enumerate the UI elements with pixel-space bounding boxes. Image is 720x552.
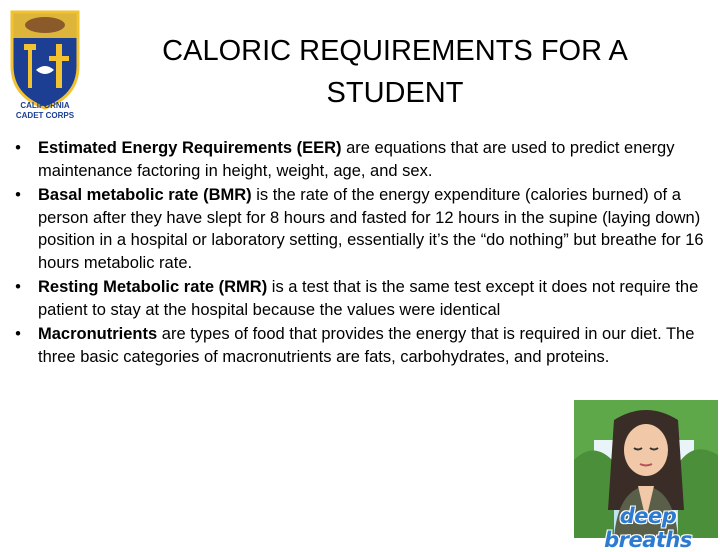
sticker-caption: deep breaths bbox=[604, 504, 692, 552]
bullet-dot-icon: • bbox=[15, 278, 21, 296]
bullet-text: is a test that is the same test except it does not require the patient to stay at the hospital because the values were identical bbox=[38, 278, 699, 319]
bullet-item-bmr bbox=[8, 184, 708, 274]
bullet-term: Estimated Energy Requirements (EER) bbox=[38, 139, 342, 157]
bullet-dot-icon: • bbox=[15, 325, 21, 343]
bullet-term: Macronutrients bbox=[38, 325, 158, 343]
bullet-dot-icon: • bbox=[15, 186, 21, 204]
logo-top-text: CALIFORNIA bbox=[20, 101, 70, 110]
bullet-text: is the rate of the energy expenditure (calories burned) of a person after they have slept for 8 hours and fasted for 12 hours in the supine (laying down) position in a hospital or laboratory setting, essentially it’s the “do nothing” but breathe for 16 hours metabolic rate. bbox=[38, 186, 704, 272]
california-cadet-corps-logo bbox=[6, 8, 84, 120]
logo-bottom-text: CADET CORPS bbox=[15, 111, 75, 120]
bullet-item-rmr bbox=[8, 276, 708, 321]
bullet-term: Basal metabolic rate (BMR) bbox=[38, 186, 252, 204]
bullet-item-macronutrients bbox=[8, 323, 708, 368]
bullet-list bbox=[8, 137, 708, 370]
bullet-text: are types of food that provides the energy that is required in our diet. The three basic categories of macronutrients are fats, carbohydrates, and proteins. bbox=[38, 325, 695, 366]
bullet-text: are equations that are used to predict energy maintenance factoring in height, weight, age, and sex. bbox=[38, 139, 675, 180]
bullet-term: Resting Metabolic rate (RMR) bbox=[38, 278, 268, 296]
bullet-item-eer bbox=[8, 137, 708, 182]
slide-title: CALORIC REQUIREMENTS FOR A STUDENT bbox=[162, 35, 628, 109]
bullet-dot-icon: • bbox=[15, 139, 21, 157]
